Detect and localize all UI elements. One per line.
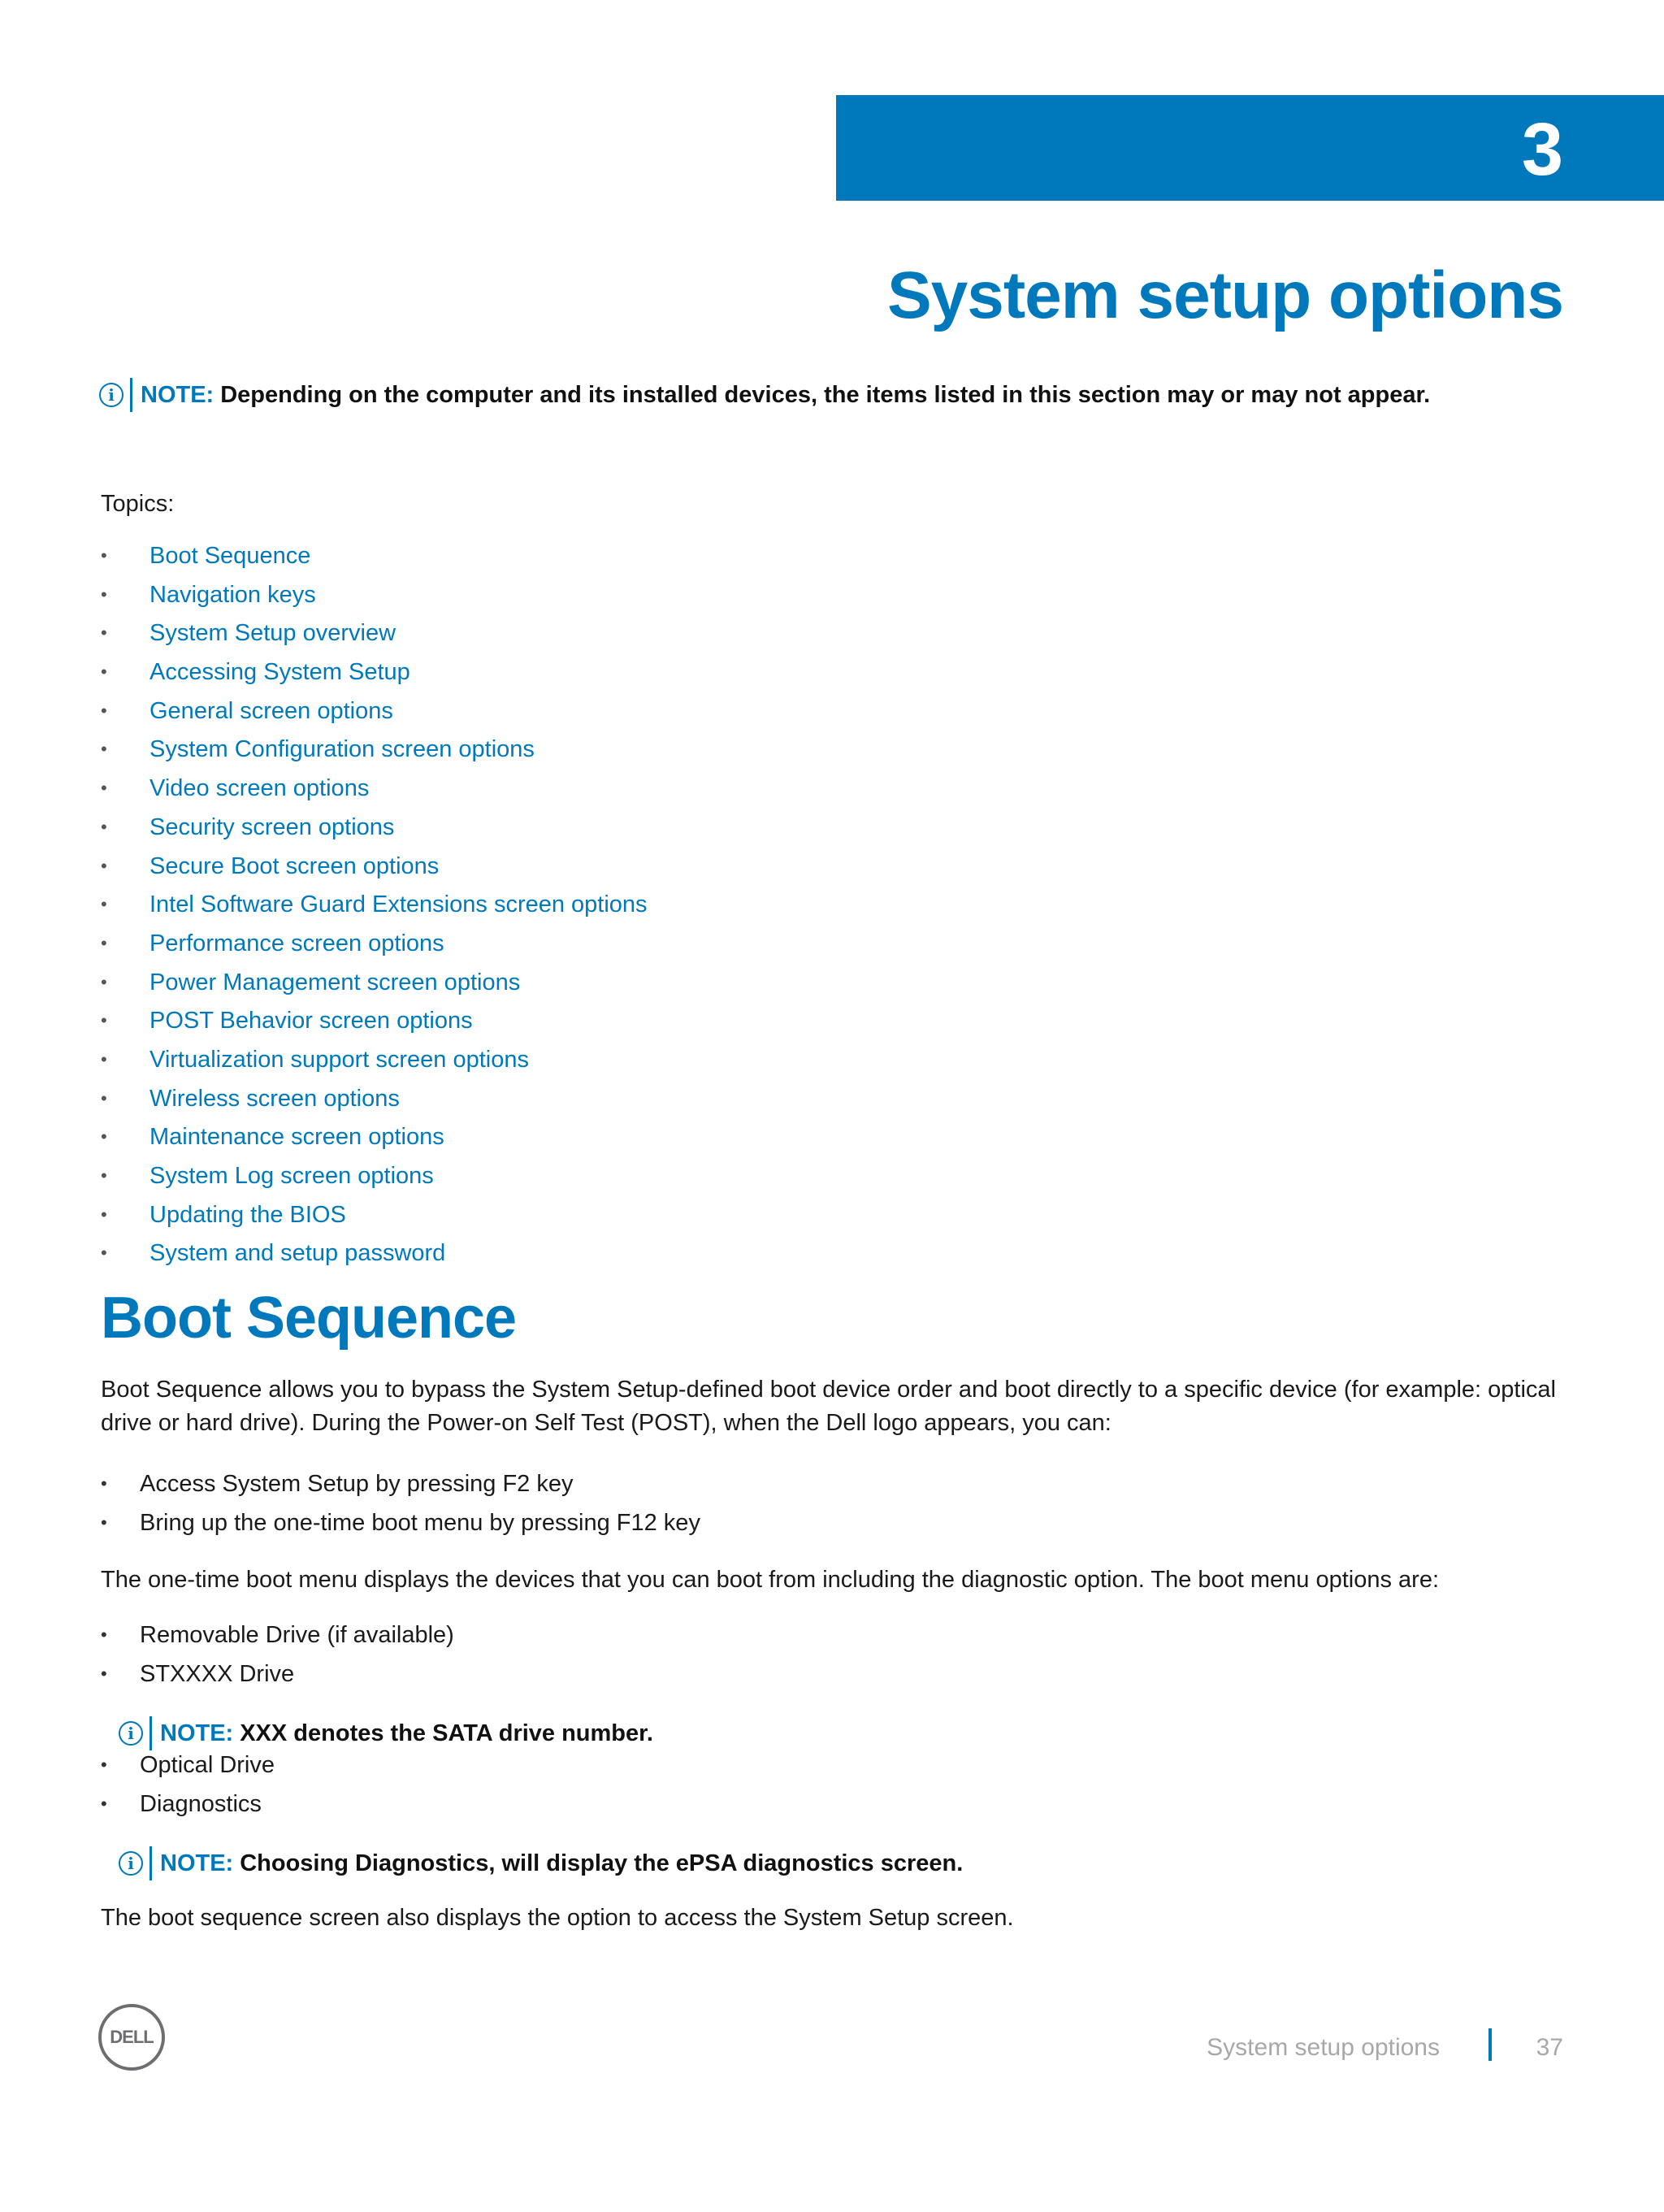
topic-item xyxy=(101,888,648,927)
note-diagnostics xyxy=(119,1846,963,1880)
note-divider xyxy=(130,378,132,412)
bullet: • xyxy=(101,1793,107,1814)
topic-link-navigation-keys[interactable]: Navigation keys xyxy=(150,581,316,608)
bullet: • xyxy=(101,894,107,915)
note-label: NOTE: xyxy=(160,1850,234,1876)
list-item xyxy=(101,1468,700,1507)
bullet: • xyxy=(101,1512,107,1533)
topic-link-general-screen-options[interactable]: General screen options xyxy=(150,697,393,724)
list-item-text: Optical Drive xyxy=(140,1752,275,1778)
note-label: NOTE: xyxy=(160,1720,234,1746)
topic-item xyxy=(101,695,648,734)
topic-item xyxy=(101,1237,648,1276)
note-text: XXX denotes the SATA drive number. xyxy=(240,1720,653,1746)
bullet: • xyxy=(101,855,107,876)
note-top xyxy=(99,378,1430,412)
page-number: 37 xyxy=(1536,2034,1563,2061)
topic-link-boot-sequence[interactable]: Boot Sequence xyxy=(150,543,311,569)
section-paragraph-1: Boot Sequence allows you to bypass the System Setup-defined boot device order and boot directly to a specific device (for example: optical drive or hard drive). During the Power-on Self Test (POST), when the Dell logo appears, you can: xyxy=(101,1377,1556,1436)
topic-link-security-screen-options[interactable]: Security screen options xyxy=(150,813,395,840)
topic-item xyxy=(101,1082,648,1121)
bullet: • xyxy=(101,932,107,953)
bullet: • xyxy=(101,700,107,721)
section-paragraph-3: The boot sequence screen also displays the option to access the System Setup screen. xyxy=(101,1905,1014,1931)
chapter-banner xyxy=(836,95,1664,201)
bullet: • xyxy=(101,1165,107,1186)
topic-link-system-setup-overview[interactable]: System Setup overview xyxy=(150,620,396,647)
section-heading: Boot Sequence xyxy=(101,1286,517,1351)
topic-link-secure-boot-screen-options[interactable]: Secure Boot screen options xyxy=(150,852,440,879)
chapter-number: 3 xyxy=(1521,108,1563,191)
topic-item xyxy=(101,850,648,889)
bullet: • xyxy=(101,1126,107,1147)
list-item xyxy=(101,1658,454,1697)
info-circle-icon: i xyxy=(119,1721,143,1746)
topic-link-accessing-system-setup[interactable]: Accessing System Setup xyxy=(150,659,410,686)
topic-link-updating-the-bios[interactable]: Updating the BIOS xyxy=(150,1201,346,1228)
topic-link-virtualization-support-screen-options[interactable]: Virtualization support screen options xyxy=(150,1046,529,1073)
bullet: • xyxy=(101,1048,107,1069)
note-text: Choosing Diagnostics, will display the ePSA diagnostics screen. xyxy=(240,1850,964,1876)
note-text: Depending on the computer and its installed devices, the items listed in this section may or may not appear. xyxy=(220,382,1431,408)
topic-item xyxy=(101,927,648,966)
bullet: • xyxy=(101,816,107,837)
info-circle-icon: i xyxy=(119,1851,143,1876)
bullet: • xyxy=(101,1754,107,1775)
topic-item xyxy=(101,617,648,656)
list-item-text: Diagnostics xyxy=(140,1791,262,1817)
note-sata xyxy=(119,1716,653,1750)
topic-link-power-management-screen-options[interactable]: Power Management screen options xyxy=(150,969,521,995)
list-item xyxy=(101,1749,275,1788)
bullet: • xyxy=(101,971,107,992)
bullet: • xyxy=(101,661,107,683)
list-item-text: Access System Setup by pressing F2 key xyxy=(140,1471,574,1497)
dell-logo-icon: DELL xyxy=(98,2004,165,2071)
topic-item xyxy=(101,656,648,695)
list-boot-options xyxy=(101,1619,454,1697)
note-divider xyxy=(150,1716,152,1750)
footer-section-title: System setup options xyxy=(1207,2034,1440,2061)
topic-link-maintenance-screen-options[interactable]: Maintenance screen options xyxy=(150,1124,444,1151)
topic-link-system-log-screen-options[interactable]: System Log screen options xyxy=(150,1163,434,1189)
note-divider xyxy=(150,1846,152,1880)
list-item xyxy=(101,1507,700,1546)
topic-link-system-configuration-screen-options[interactable]: System Configuration screen options xyxy=(150,736,535,763)
bullet: • xyxy=(101,583,107,605)
bullet: • xyxy=(101,1663,107,1684)
topic-item xyxy=(101,1121,648,1160)
section-paragraph-2: The one-time boot menu displays the devices that you can boot from including the diagnostic option. The boot menu options are: xyxy=(101,1567,1440,1593)
topic-link-performance-screen-options[interactable]: Performance screen options xyxy=(150,930,444,956)
topic-item xyxy=(101,1199,648,1238)
topic-item xyxy=(101,1004,648,1043)
list-item-text: Bring up the one-time boot menu by pressing F12 key xyxy=(140,1510,700,1536)
topic-item xyxy=(101,966,648,1005)
list-key-actions xyxy=(101,1468,700,1546)
topic-link-system-and-setup-password[interactable]: System and setup password xyxy=(150,1240,446,1267)
topic-item xyxy=(101,1160,648,1199)
topics-list xyxy=(101,540,648,1276)
bullet: • xyxy=(101,1204,107,1225)
topic-link-intel-sgx-screen-options[interactable]: Intel Software Guard Extensions screen options xyxy=(150,891,648,918)
list-item-text: STXXXX Drive xyxy=(140,1661,295,1687)
list-item xyxy=(101,1788,275,1827)
note-label: NOTE: xyxy=(141,382,214,408)
bullet: • xyxy=(101,1624,107,1645)
topic-item xyxy=(101,772,648,811)
bullet: • xyxy=(101,545,107,566)
footer-divider xyxy=(1488,2028,1492,2061)
topic-item xyxy=(101,540,648,579)
topic-item xyxy=(101,1043,648,1082)
list-boot-options-continued xyxy=(101,1749,275,1827)
bullet: • xyxy=(101,1010,107,1031)
bullet: • xyxy=(101,1473,107,1494)
topic-item xyxy=(101,733,648,772)
list-item-text: Removable Drive (if available) xyxy=(140,1622,454,1648)
topic-link-wireless-screen-options[interactable]: Wireless screen options xyxy=(150,1085,400,1112)
page-title: System setup options xyxy=(886,258,1563,332)
bullet: • xyxy=(101,1243,107,1264)
bullet: • xyxy=(101,778,107,799)
info-circle-icon: i xyxy=(99,383,124,407)
bullet: • xyxy=(101,739,107,760)
topic-item xyxy=(101,811,648,850)
topic-link-post-behavior-screen-options[interactable]: POST Behavior screen options xyxy=(150,1008,473,1034)
list-item xyxy=(101,1619,454,1658)
bullet: • xyxy=(101,1087,107,1108)
topics-label: Topics: xyxy=(101,491,175,517)
topic-link-video-screen-options[interactable]: Video screen options xyxy=(150,775,370,802)
bullet: • xyxy=(101,622,107,644)
topic-item xyxy=(101,579,648,618)
